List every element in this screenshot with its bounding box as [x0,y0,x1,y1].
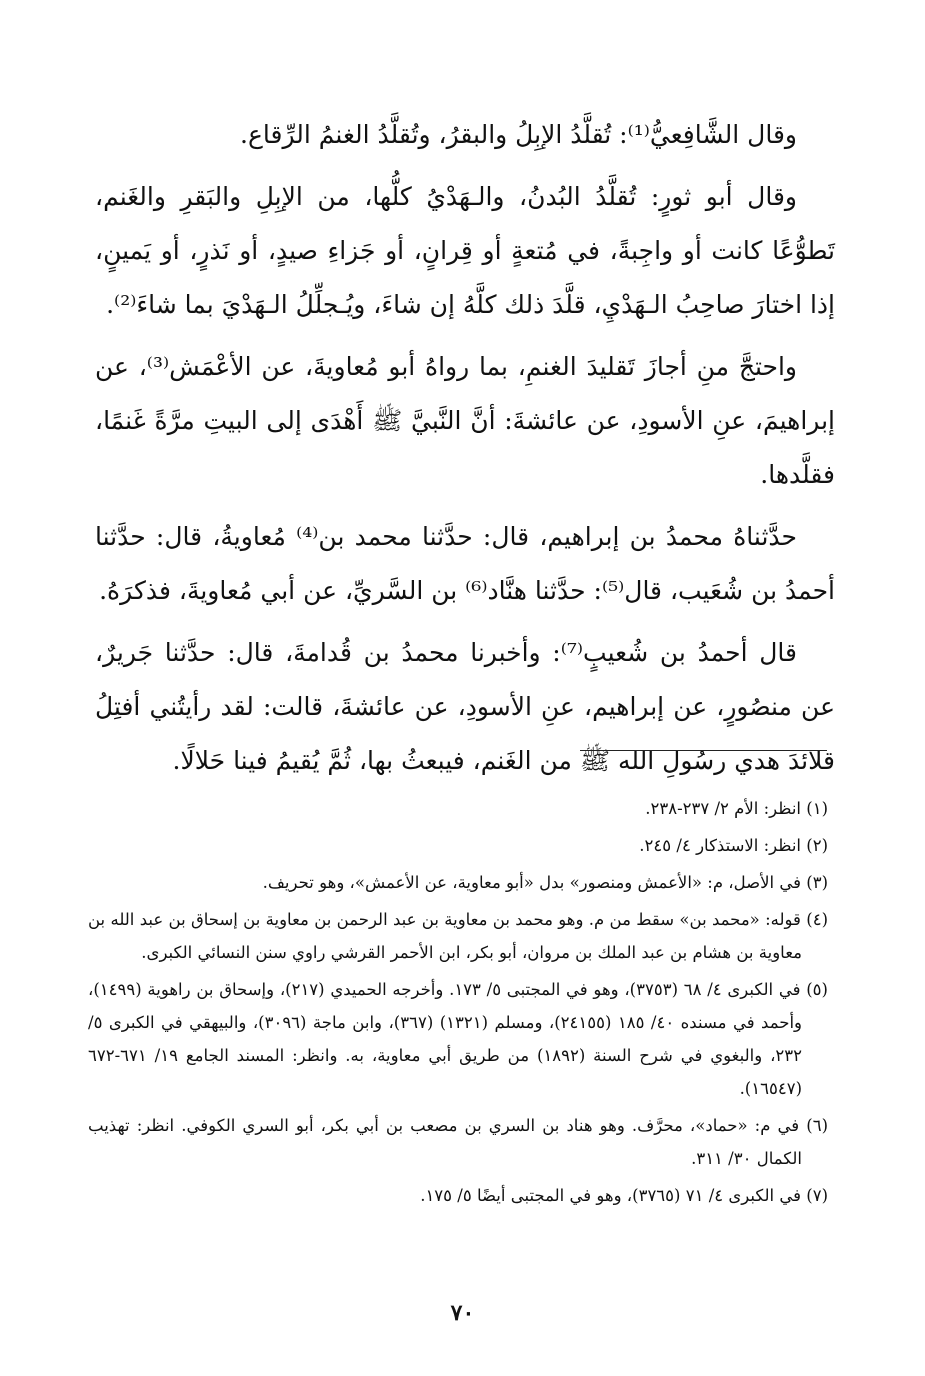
footnotes [88,792,828,1216]
page-number: ٧٠ [450,1300,475,1326]
footnote: (٥) في الكبرى ٤/ ٦٨ (٣٧٥٣)، وهو في المجتبى ٥/ ١٧٣. وأخرجه الحميدي (٢١٧)، وإسحاق بن راهوية (١٤٩٩)، وأحمد في مسنده ٤٠/ ١٨٥ (٢٤١٥٥)، ومسلم (١٣٢١) (٣٦٧)، وابن ماجة (٣٠٩٦)، والبيهقي في الكبرى ٥/ ٢٣٢، والبغوي في شرح السنة (١٨٩٢) من طريق أبي معاوية، به. وانظر: المسند الجامع ١٩/ ٦٧١-٦٧٢ (١٦٥٤٧). [88,980,828,1098]
footnote: (٢) انظر: الاستذكار ٤/ ٢٤٥. [639,836,828,855]
paragraph: قال أحمدُ بن شُعيبٍ⁽⁷⁾: وأخبرنا محمدُ بن قُدامةَ، قال: حدَّثنا جَريرٌ، عن منصُورٍ، عن إبراهيم، عنِ الأسودِ، عن عائشةَ، قالت: لقد رأيتُني أفتِلُ قلائدَ هدي رسُولِ الله ﷺ من الغَنم، فيبعثُ بها، ثُمَّ يُقيمُ فينا حَلالًا. [95,638,835,775]
paragraph: وقال الشَّافِعيُّ⁽¹⁾: تُقلَّدُ الإبِلُ والبقرُ، وتُقلَّدُ الغنمُ الرِّقاع. [240,120,797,149]
paragraph: وقال أبو ثورٍ: تُقلَّدُ البُدنُ، والـهَدْيُ كلُّها، من الإبِلِ والبَقرِ والغَنم، تَطوُّعًا كانت أو واجِبةً، في مُتعةٍ أو قِرانٍ، أو جَزاءِ صيدٍ، أو نَذرٍ، أو يَمينٍ، إذا اختارَ صاحِبُ الـهَدْيِ، قلَّدَ ذلك كلَّهُ إن شاءَ، ويُـجلِّلُ الـهَدْيَ بما شاءَ⁽²⁾. [95,182,835,319]
footnote: (٧) في الكبرى ٤/ ٧١ (٣٧٦٥)، وهو في المجتبى أيضًا ٥/ ١٧٥. [420,1186,828,1205]
paragraph: حدَّثناهُ محمدُ بن إبراهيم، قال: حدَّثنا محمد بن⁽⁴⁾ مُعاويةُ، قال: حدَّثنا أحمدُ بن شُعَيب، قال⁽⁵⁾: حدَّثنا هنَّاد⁽⁶⁾ بن السَّريِّ، عن أبي مُعاويةَ، فذكرَهُ. [95,522,835,605]
main-text [95,108,835,796]
footnote: (٤) قوله: «محمد بن» سقط من م. وهو محمد بن معاوية بن عبد الرحمن بن معاوية بن إسحاق بن عبد الله بن معاوية بن هشام بن عبد الملك بن مروان، أبو بكر، ابن الأحمر القرشي راوي سنن النسائي الكبرى. [88,910,828,962]
footnote: (١) انظر: الأم ٢/ ٢٣٧-٢٣٨. [645,799,828,818]
footnote: (٣) في الأصل، م: «الأعمش ومنصور» بدل «أبو معاوية، عن الأعمش»، وهو تحريف. [262,873,828,892]
footnote: (٦) في م: «حماد»، محرَّف. وهو هناد بن السري بن مصعب بن أبي بكر، أبو السري الكوفي. انظر: تهذيب الكمال ٣٠/ ٣١١. [88,1116,828,1168]
footnote-separator [580,750,827,751]
paragraph: واحتجَّ منِ أجازَ تَقليدَ الغنمِ، بما رواهُ أبو مُعاويةَ، عن الأعْمَش⁽³⁾، عن إبراهيمَ، عنِ الأسودِ، عن عائشةَ: أنَّ النَّبيَّ ﷺ أَهْدَى إلى البيتِ مرَّةً غَنمًا، فقلَّدها. [95,352,835,489]
